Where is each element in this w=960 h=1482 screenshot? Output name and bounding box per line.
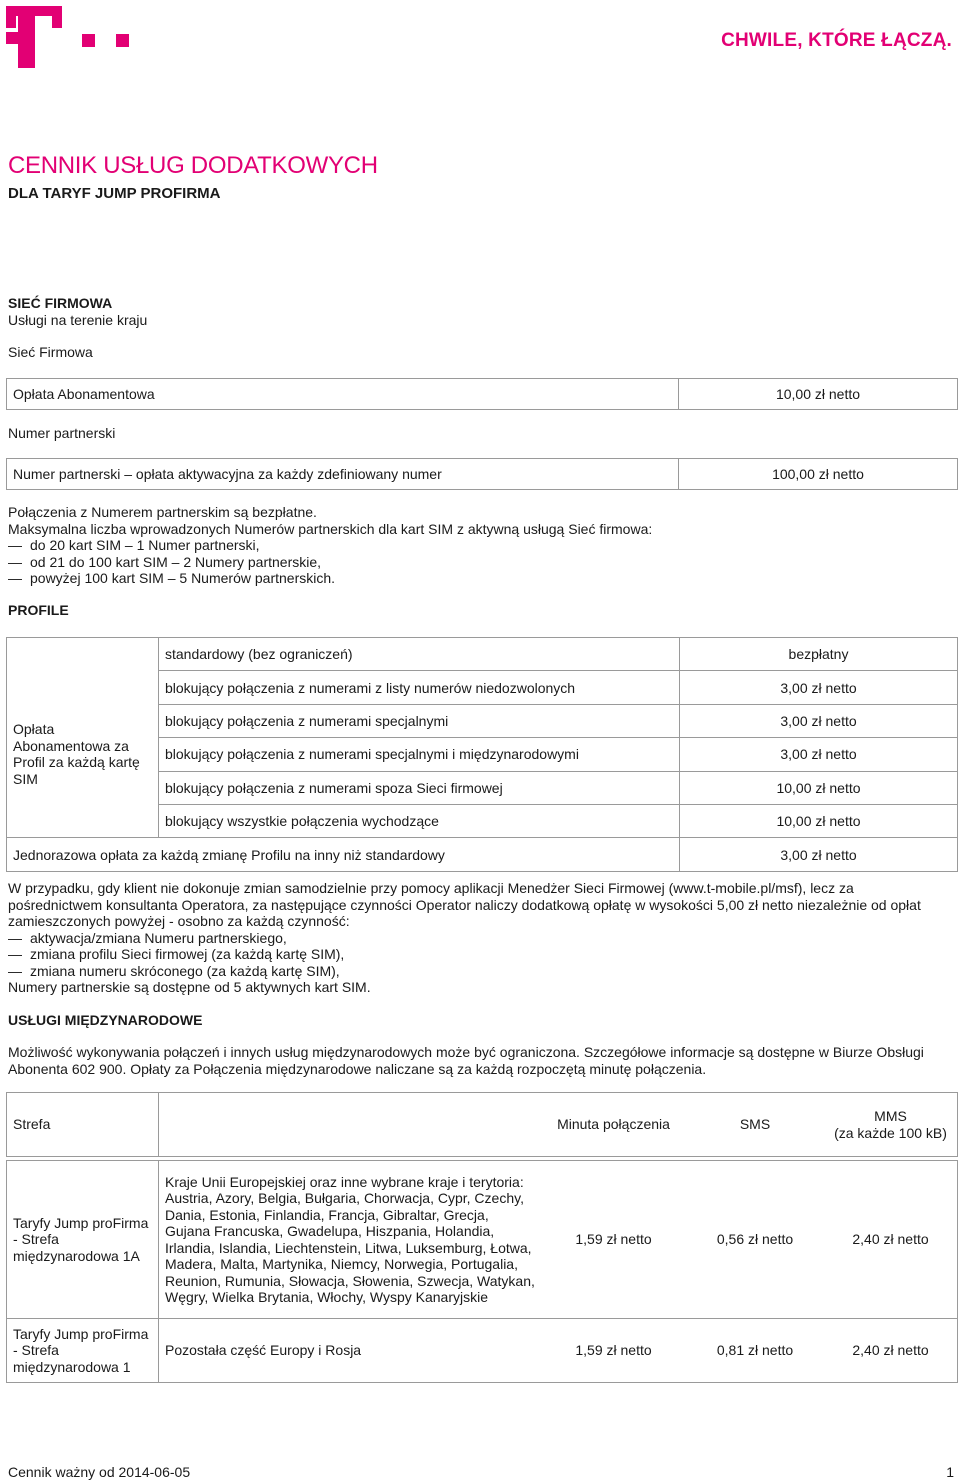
- profile-label: blokujący połączenia z numerami specjalnymi: [159, 704, 680, 737]
- page-title: CENNIK USŁUG DODATKOWYCH: [8, 152, 378, 179]
- col-zone: Strefa: [7, 1093, 159, 1157]
- partner-note-free: Połączenia z Numerem partnerskim są bezpłatne.: [8, 504, 317, 520]
- profile-label: blokujący połączenia z numerami spoza Sieci firmowej: [159, 771, 680, 804]
- partner-notes: [8, 504, 948, 587]
- network-fee-row: [6, 378, 958, 410]
- profiles-heading: PROFILE: [8, 602, 69, 618]
- table-row: [7, 1161, 958, 1319]
- profiles-action-list: [8, 930, 948, 980]
- list-item: — zmiana numeru skróconego (za każdą kartę SIM),: [8, 963, 948, 980]
- col-minute: Minuta połączenia: [541, 1093, 686, 1157]
- zone-sms-price: 0,56 zł netto: [686, 1161, 824, 1319]
- zone-mms-price: 2,40 zł netto: [824, 1161, 958, 1319]
- profile-change-value: 3,00 zł netto: [680, 838, 958, 871]
- network-fee-value: 10,00 zł netto: [678, 379, 957, 409]
- zone-sms-price: 0,81 zł netto: [686, 1319, 824, 1383]
- partner-fee-label: Numer partnerski – opłata aktywacyjna za każdy zdefiniowany numer: [13, 466, 442, 482]
- telekom-logo: [6, 6, 136, 68]
- network-sub-name: Sieć Firmowa: [8, 344, 93, 360]
- list-item: — zmiana profilu Sieci firmowej (za każdą kartę SIM),: [8, 946, 948, 963]
- partner-note-limits: Maksymalna liczba wprowadzonych Numerów partnerskich dla kart SIM z aktywną usługą Sieć firmowa:: [8, 520, 653, 537]
- partner-fee-value: 100,00 zł netto: [678, 459, 957, 489]
- partner-limit-list: [8, 537, 948, 587]
- profile-value: 3,00 zł netto: [680, 738, 958, 771]
- list-item: — do 20 kart SIM – 1 Numer partnerski,: [8, 537, 948, 554]
- profiles-table: [6, 637, 958, 872]
- table-header-row: [7, 1093, 958, 1157]
- profile-label: standardowy (bez ograniczeń): [159, 638, 680, 671]
- footer-validity: Cennik ważny od 2014-06-05: [8, 1464, 191, 1480]
- col-mms-unit: (za każde 100 kB): [834, 1124, 947, 1141]
- network-sub-domestic: Usługi na terenie kraju: [8, 312, 148, 328]
- table-row: [7, 671, 958, 704]
- zone-name: Taryfy Jump proFirma - Strefa międzynarodowa 1: [7, 1319, 159, 1383]
- zone-minute-price: 1,59 zł netto: [541, 1161, 686, 1319]
- profiles-consultant-note: W przypadku, gdy klient nie dokonuje zmian samodzielnie przy pomocy aplikacji Menedżer Sieci Firmowej (www.t-mobile.pl/msf), lecz za pośrednictwem konsultanta Operatora, za następujące czynności Operator naliczy dodatkową opłatę w wysokości 5,00 zł netto niezależnie od opłat zamieszczonych powyżej - osobno za każdą czynność:: [8, 880, 921, 929]
- network-heading: SIEĆ FIRMOWA: [8, 295, 113, 311]
- col-mms-label: MMS: [874, 1108, 907, 1124]
- profile-value: bezpłatny: [680, 638, 958, 671]
- partner-heading: Numer partnerski: [8, 425, 116, 441]
- network-fee-label: Opłata Abonamentowa: [13, 386, 155, 402]
- zone-countries: Pozostała część Europy i Rosja: [159, 1319, 542, 1383]
- table-row: [7, 1319, 958, 1383]
- zone-countries: Kraje Unii Europejskiej oraz inne wybrane kraje i terytoria: Austria, Azory, Belgia, Bułgaria, Chorwacja, Cypr, Czechy, Dania, Estonia, Finlandia, Francja, Gibraltar, Grecja, Gujana Francuska, Gwadelupa, Hiszpania, Holandia, Irlandia, Islandia, Liechtenstein, Litwa, Luksemburg, Łotwa, Madera, Malta, Martynika, Niemcy, Norwegia, Portugalia, Reunion, Rumunia, Słowacja, Słowenia, Szwecja, Watykan, Węgry, Wielka Brytania, Włochy, Wyspy Kanaryjskie: [159, 1161, 542, 1319]
- list-item: — powyżej 100 kart SIM – 5 Numerów partnerskich.: [8, 570, 948, 587]
- profile-value: 10,00 zł netto: [680, 771, 958, 804]
- international-table: [6, 1092, 958, 1383]
- brand-tagline: CHWILE, KTÓRE ŁĄCZĄ.: [721, 30, 952, 51]
- international-note: Możliwość wykonywania połączeń i innych usług międzynarodowych może być ograniczona. Szczegółowe informacje są dostępne w Biurze Obsługi Abonenta 602 900. Opłaty za Połączenia międzynarodowe naliczane są za każdą rozpoczętą minutę połączenia.: [8, 1044, 924, 1077]
- profile-change-label: Jednorazowa opłata za każdą zmianę Profilu na inny niż standardowy: [7, 838, 680, 871]
- zone-name: Taryfy Jump proFirma - Strefa międzynarodowa 1A: [7, 1161, 159, 1319]
- partner-fee-row: [6, 458, 958, 490]
- list-item: — aktywacja/zmiana Numeru partnerskiego,: [8, 930, 948, 947]
- international-heading: USŁUGI MIĘDZYNARODOWE: [8, 1012, 203, 1028]
- zone-minute-price: 1,59 zł netto: [541, 1319, 686, 1383]
- page-subtitle: DLA TARYF JUMP PROFIRMA: [8, 185, 221, 202]
- profile-value: 3,00 zł netto: [680, 704, 958, 737]
- col-mms: [824, 1093, 958, 1157]
- table-row: [7, 838, 958, 871]
- zone-mms-price: 2,40 zł netto: [824, 1319, 958, 1383]
- profile-label: blokujący wszystkie połączenia wychodzące: [159, 804, 680, 837]
- profile-value: 3,00 zł netto: [680, 671, 958, 704]
- profile-label: blokujący połączenia z numerami specjalnymi i międzynarodowymi: [159, 738, 680, 771]
- profiles-availability: Numery partnerskie są dostępne od 5 aktywnych kart SIM.: [8, 979, 371, 995]
- profile-value: 10,00 zł netto: [680, 804, 958, 837]
- profile-label: blokujący połączenia z numerami z listy numerów niedozwolonych: [159, 671, 680, 704]
- col-sms: SMS: [686, 1093, 824, 1157]
- profiles-notes: [8, 880, 948, 996]
- list-item: — od 21 do 100 kart SIM – 2 Numery partnerskie,: [8, 554, 948, 571]
- page-number: 1: [946, 1464, 954, 1480]
- table-row: [7, 638, 958, 671]
- profile-row-header: Opłata Abonamentowa za Profil za każdą kartę SIM: [7, 671, 159, 838]
